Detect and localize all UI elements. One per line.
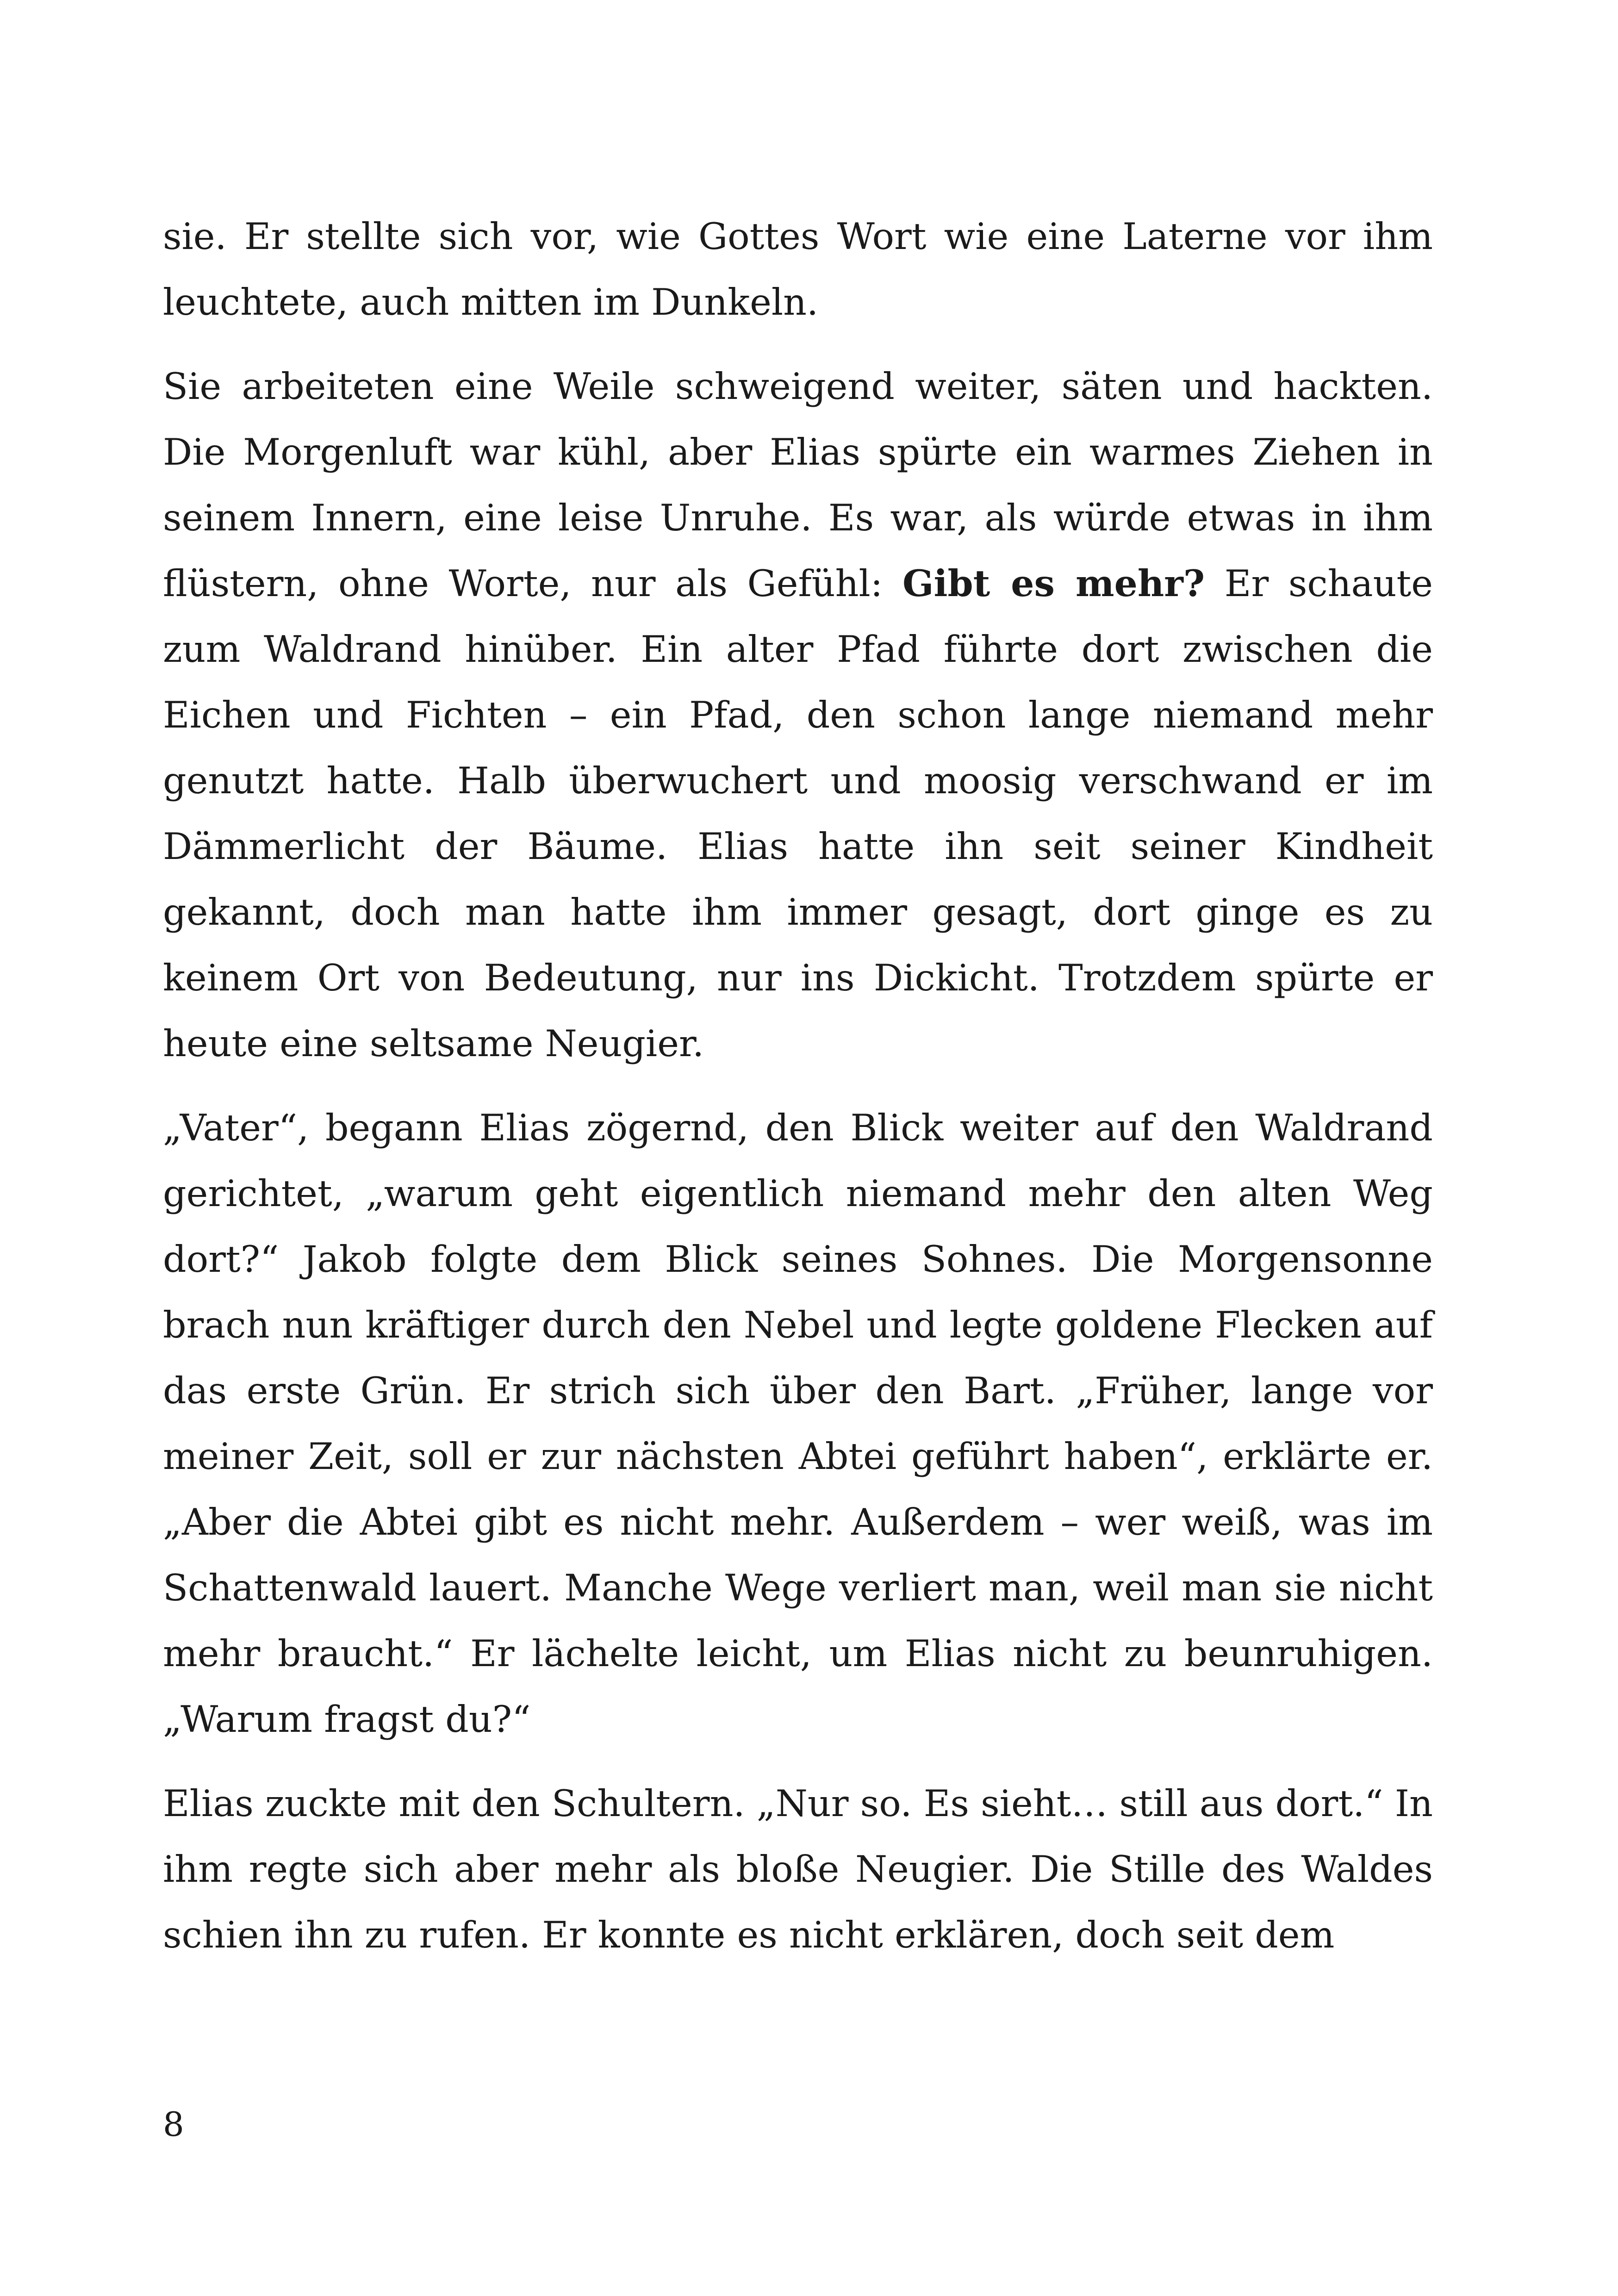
emphasized-question: Gibt es mehr? <box>902 562 1205 605</box>
paragraph-2 <box>163 354 1433 1076</box>
paragraph-3: „Vater“, begann Elias zögernd, den Blick weiter auf den Waldrand gerichtet, „warum geht eigentlich niemand mehr den alten Weg dort?“ Jakob folgte dem Blick seines Sohnes. Die Morgensonne brach nun kräftiger durch den Nebel und legte goldene Flecken auf das erste Grün. Er strich sich über den Bart. „Früher, lange vor meiner Zeit, soll er zur nächsten Abtei geführt haben“, erklärte er. „Aber die Abtei gibt es nicht mehr. Außerdem – wer weiß, was im Schattenwald lauert. Manche Wege verliert man, weil man sie nicht mehr braucht.“ Er lächelte leicht, um Elias nicht zu beunruhigen. „Warum fragst du?“ <box>163 1107 1433 1741</box>
paragraph-2-rest: Er schaute zum Waldrand hinüber. Ein alter Pfad führte dort zwischen die Eichen und Fichten – ein Pfad, den schon lange niemand mehr genutzt hatte. Halb überwuchert und moosig verschwand er im Dämmerlicht der Bäume. Elias hatte ihn seit seiner Kindheit gekannt, doch man hatte ihm immer gesagt, dort ginge es zu keinem Ort von Bedeutung, nur ins Dickicht. Trotzdem spürte er heute eine seltsame Neugier. <box>163 562 1433 1065</box>
paragraph-1: sie. Er stellte sich vor, wie Gottes Wort wie eine Laterne vor ihm leuchtete, auch mitten im Dunkeln. <box>163 215 1433 324</box>
page-number: 8 <box>163 2105 184 2144</box>
body-text <box>163 204 1433 1968</box>
paragraph-4: Elias zuckte mit den Schultern. „Nur so. Es sieht… still aus dort.“ In ihm regte sich aber mehr als bloße Neugier. Die Stille des Waldes schien ihn zu rufen. Er konnte es nicht erklären, doch seit dem <box>163 1782 1433 1956</box>
paragraph-2-lead: Sie arbeiteten eine Weile schweigend weiter, säten und hackten. Die Morgenluft war kühl, aber Elias spürte ein warmes Ziehen in seinem Innern, eine leise Unruhe. Es war, als würde etwas in ihm flüstern, ohne Worte, nur als Gefühl: <box>163 365 1433 605</box>
